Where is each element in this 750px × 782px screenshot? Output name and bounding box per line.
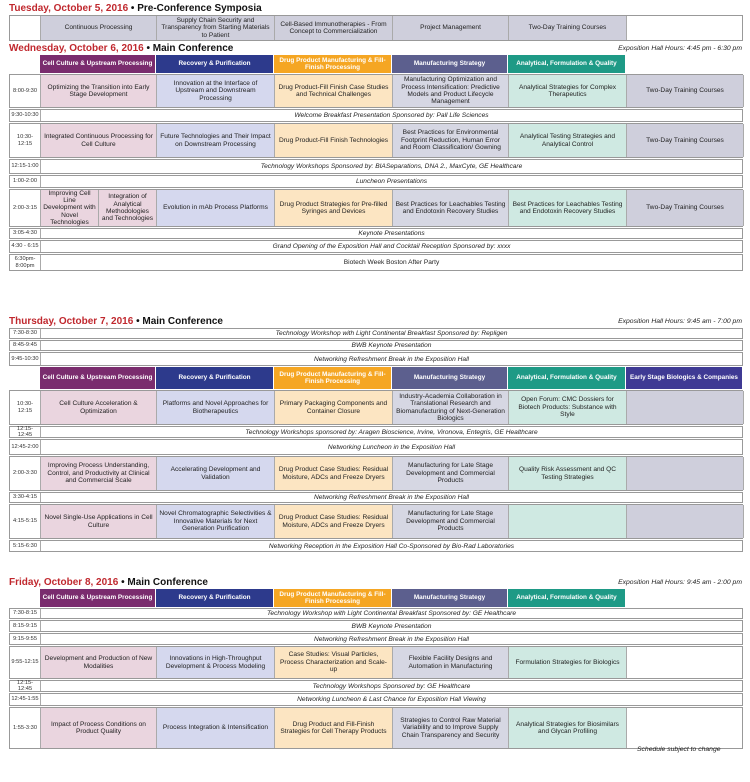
time-slot: 9:45-10:30: [10, 353, 41, 365]
session-cell: Drug Product Strategies for Pre-filled Syringes and Devices: [275, 190, 393, 226]
day-name: Tuesday, October 5, 2016: [9, 3, 129, 14]
session-cell: [627, 391, 744, 424]
session-cell: Open Forum: CMC Dossiers for Biotech Products: Substance with Style: [509, 391, 627, 424]
time-slot: 3:05-4:30: [10, 229, 41, 238]
session-row: [9, 189, 743, 227]
track-header: Drug Product Manufacturing & Fill-Finish Processing: [274, 367, 392, 389]
plenary-row: [9, 175, 743, 188]
session-cell: Analytical Testing Strategies and Analytical Control: [509, 124, 627, 157]
session-row: [9, 15, 743, 41]
time-slot: 9:15-9:55: [10, 634, 41, 644]
time-slot: 2:00-3:15: [10, 190, 41, 226]
plenary-row: [9, 340, 743, 351]
track-header: Recovery & Purification: [156, 589, 274, 607]
session-cell: Innovations in High-Throughput Development & Process Modeling: [157, 647, 275, 678]
plenary-row: [9, 109, 743, 122]
plenary-event: Technology Workshop with Light Continental Breakfast Sponsored by: Repligen: [275, 330, 508, 337]
session-cell: Best Practices for Leachables Testing and Endotoxin Recovery Studies: [509, 190, 627, 226]
session-cell: Evolution in mAb Process Platforms: [157, 190, 275, 226]
session-row: [9, 707, 743, 749]
plenary-event: Technology Workshops Sponsored by: GE Healthcare: [312, 682, 471, 690]
plenary-row: [9, 608, 743, 619]
session-cell: Process Integration & Intensification: [157, 708, 275, 748]
track-header-row: [9, 55, 743, 73]
plenary-event: Networking Refreshment Break in the Exposition Hall: [313, 494, 470, 501]
session-cell: Two-Day Training Courses: [627, 75, 744, 107]
session-cell: Manufacturing for Late Stage Development and Commercial Products: [393, 505, 509, 538]
plenary-row: [9, 352, 743, 366]
time-slot: 3:30-4:15: [10, 493, 41, 502]
plenary-event: Grand Opening of the Exposition Hall and Cocktail Reception Sponsored by: xxxx: [272, 243, 511, 250]
time-slot: 10:30-12:15: [10, 124, 41, 157]
session-cell: Primary Packaging Components and Container Closure: [275, 391, 393, 424]
session-cell: Novel Chromatographic Selectivities & Innovative Materials for Next Generation Purification: [157, 505, 275, 538]
session-cell: Two-Day Training Courses: [627, 190, 744, 226]
track-header: Drug Product Manufacturing & Fill-Finish Processing: [274, 55, 392, 73]
track-header-row: [9, 367, 743, 389]
time-slot: 7:30-8:15: [10, 609, 41, 618]
track-header: Recovery & Purification: [156, 55, 274, 73]
plenary-event: Biotech Week Boston After Party: [343, 259, 440, 266]
track-header: Manufacturing Strategy: [392, 55, 508, 73]
time-slot: 5:15-6:30: [10, 541, 41, 551]
plenary-event: Keynote Presentations: [358, 230, 425, 237]
day-name: Wednesday, October 6, 2016: [9, 43, 144, 54]
schedule-footnote: Schedule subject to change: [637, 746, 721, 753]
session-cell: Best Practices for Leachables Testing and Endotoxin Recovery Studies: [393, 190, 509, 226]
track-header: Drug Product Manufacturing & Fill-Finish Processing: [274, 589, 392, 607]
session-row: [9, 74, 743, 108]
plenary-row: [9, 680, 743, 692]
track-header: Manufacturing Strategy: [392, 367, 508, 389]
time-slot: 8:00-9:30: [10, 75, 41, 107]
time-slot: 12:15-12:45: [10, 427, 41, 437]
plenary-event: Technology Workshops Sponsored by: BIASeparations, DNA 2., MaxCyte, GE Healthcare: [260, 163, 523, 170]
time-slot: 12:45-1:55: [10, 694, 41, 705]
session-cell: Two-Day Training Courses: [509, 16, 627, 40]
day-header: [0, 315, 750, 328]
session-cell: Optimizing the Transition into Early Stage Development: [41, 75, 157, 107]
plenary-row: [9, 439, 743, 455]
time-slot: [9, 55, 40, 73]
time-slot: 12:15-12:45: [10, 681, 41, 691]
session-cell: Case Studies: Visual Particles, Process Characterization and Scale-up: [275, 647, 393, 678]
session-cell: Integration of Analytical Methodologies and Technologies: [99, 190, 157, 226]
session-cell: Manufacturing for Late Stage Development and Commercial Products: [393, 457, 509, 490]
time-slot: 9:55-12:15: [10, 647, 41, 678]
time-slot: 12:15-1:00: [10, 160, 41, 173]
session-row: [9, 123, 743, 158]
exposition-hours: Exposition Hall Hours: 9:45 am - 2:00 pm: [618, 579, 742, 586]
plenary-event: Networking Refreshment Break in the Exposition Hall: [313, 355, 470, 363]
session-cell: Accelerating Development and Validation: [157, 457, 275, 490]
time-slot: [9, 589, 40, 607]
session-cell: Continuous Processing: [41, 16, 157, 40]
session-cell: [627, 457, 744, 490]
session-cell: Platforms and Novel Approaches for Biotherapeutics: [157, 391, 275, 424]
time-slot: [10, 16, 41, 40]
session-row: [9, 456, 743, 491]
plenary-event: BWB Keynote Presentation: [351, 622, 432, 630]
track-header: Manufacturing Strategy: [392, 589, 508, 607]
session-cell: Industry-Academia Collaboration in Translational Research and Biomanufacturing of Next-Generation Biologics: [393, 391, 509, 424]
session-cell: [509, 505, 627, 538]
session-cell: Improving Cell Line Development with Novel Technologies: [41, 190, 99, 226]
day-title: [9, 42, 233, 55]
session-cell: Drug Product Case Studies: Residual Moisture, ADCs and Freeze Dryers: [275, 457, 393, 490]
time-slot: 8:15-9:15: [10, 621, 41, 631]
plenary-event: Technology Workshop with Light Continental Breakfast Sponsored by: GE Healthcare: [267, 610, 516, 617]
track-header: Cell Culture & Upstream Processing: [40, 55, 156, 73]
time-slot: 4:30 - 6:15: [10, 241, 41, 252]
plenary-event: Luncheon Presentations: [355, 178, 428, 185]
session-cell: Strategies to Control Raw Material Variability and to Improve Supply Chain Transparency and Security: [393, 708, 509, 748]
day-title: [9, 315, 223, 328]
session-cell: Analytical Strategies for Complex Therapeutics: [509, 75, 627, 107]
day-title: [9, 576, 208, 589]
session-cell: Drug Product-Fill Finish Technologies: [275, 124, 393, 157]
plenary-row: [9, 540, 743, 552]
plenary-event: Networking Luncheon & Last Chance for Exposition Hall Viewing: [297, 696, 486, 703]
plenary-row: [9, 633, 743, 645]
track-header: Analytical, Formulation & Quality: [508, 55, 626, 73]
track-header: Recovery & Purification: [156, 367, 274, 389]
day-name: Friday, October 8, 2016: [9, 577, 119, 588]
session-cell: Drug Product-Fill Finish Case Studies and Technical Challenges: [275, 75, 393, 107]
track-header: Early Stage Biologics & Companies: [626, 367, 743, 389]
plenary-event: Welcome Breakfast Presentation Sponsored by: Pall Life Sciences: [294, 112, 489, 119]
day-header: [0, 42, 750, 55]
plenary-event: Networking Reception in the Exposition Hall Co-Sponsored by Bio-Rad Laboratories: [268, 542, 515, 550]
plenary-row: [9, 328, 743, 339]
track-header: Analytical, Formulation & Quality: [508, 589, 626, 607]
time-slot: 4:15-5:15: [10, 505, 41, 538]
plenary-row: [9, 492, 743, 503]
session-cell: Impact of Process Conditions on Product Quality: [41, 708, 157, 748]
session-cell: Cell-Based Immunotherapies - From Concept to Commercialization: [275, 16, 393, 40]
time-slot: 1:55-3:30: [10, 708, 41, 748]
day-subtitle: • Pre-Conference Symposia: [128, 3, 262, 14]
time-slot: 8:45-9:45: [10, 341, 41, 350]
plenary-event: Networking Refreshment Break in the Exposition Hall: [313, 635, 470, 643]
session-cell: Flexible Facility Designs and Automation in Manufacturing: [393, 647, 509, 678]
time-slot: 1:00-2:00: [10, 176, 41, 187]
track-header-row: [9, 589, 743, 607]
session-cell: Formulation Strategies for Biologics: [509, 647, 627, 678]
session-row: [9, 646, 743, 679]
session-row: [9, 504, 743, 539]
plenary-row: [9, 228, 743, 239]
session-cell: Quality Risk Assessment and QC Testing Strategies: [509, 457, 627, 490]
time-slot: 7:30-8:30: [10, 329, 41, 338]
session-cell: Drug Product Case Studies: Residual Moisture, ADCs and Freeze Dryers: [275, 505, 393, 538]
time-slot: [9, 367, 40, 389]
plenary-row: [9, 426, 743, 438]
time-slot: 9:30-10:30: [10, 110, 41, 121]
track-header: Cell Culture & Upstream Processing: [40, 589, 156, 607]
day-subtitle: • Main Conference: [118, 577, 208, 588]
time-slot: 6:30pm-8:00pm: [10, 255, 41, 270]
day-header: [0, 576, 750, 589]
time-slot: 12:45-2:00: [10, 440, 41, 454]
time-slot: 2:00-3:30: [10, 457, 41, 490]
session-cell: Supply Chain Security and Transparency from Starting Materials to Patient: [157, 16, 275, 40]
plenary-row: [9, 620, 743, 632]
session-cell: Cell Culture Acceleration & Optimization: [41, 391, 157, 424]
session-cell: Novel Single-Use Applications in Cell Culture: [41, 505, 157, 538]
plenary-row: [9, 693, 743, 706]
day-name: Thursday, October 7, 2016: [9, 316, 134, 327]
day-header: [0, 2, 750, 15]
session-cell: [627, 505, 744, 538]
track-header: Analytical, Formulation & Quality: [508, 367, 626, 389]
session-cell: Project Management: [393, 16, 509, 40]
session-cell: Innovation at the Interface of Upstream and Downstream Processing: [157, 75, 275, 107]
track-header: Cell Culture & Upstream Processing: [40, 367, 156, 389]
day-subtitle: • Main Conference: [133, 316, 223, 327]
plenary-row: [9, 159, 743, 174]
exposition-hours: Exposition Hall Hours: 9:45 am - 7:00 pm: [618, 318, 742, 325]
plenary-row: [9, 240, 743, 253]
plenary-event: Technology Workshops sponsored by: Aragen Bioscience, Irvine, Vironova, Entegris, GE Healthcare: [245, 428, 538, 436]
session-cell: Integrated Continuous Processing for Cell Culture: [41, 124, 157, 157]
plenary-event: BWB Keynote Presentation: [351, 342, 432, 349]
session-cell: Drug Product and Fill-Finish Strategies for Cell Therapy Products: [275, 708, 393, 748]
session-cell: Improving Process Understanding, Control, and Productivity at Clinical and Commercial Scale: [41, 457, 157, 490]
session-cell: Two-Day Training Courses: [627, 124, 744, 157]
day-title: [9, 2, 262, 15]
time-slot: 10:30-12:15: [10, 391, 41, 424]
session-cell: Analytical Strategies for Biosimilars and Glycan Profiling: [509, 708, 627, 748]
session-row: [9, 390, 743, 425]
day-subtitle: • Main Conference: [143, 43, 234, 54]
session-cell: Future Technologies and Their Impact on Downstream Processing: [157, 124, 275, 157]
session-cell: Manufacturing Optimization and Process Intensification: Predictive Models and Product Lifecycle Management: [393, 75, 509, 107]
plenary-event: Networking Luncheon in the Exposition Hall: [327, 443, 456, 451]
exposition-hours: Exposition Hall Hours: 4:45 pm - 6:30 pm: [618, 45, 742, 52]
plenary-row: [9, 254, 743, 271]
session-cell: Development and Production of New Modalities: [41, 647, 157, 678]
session-cell: Best Practices for Environmental Footprint Reduction, Human Error and Room Classification/ Gowning: [393, 124, 509, 157]
